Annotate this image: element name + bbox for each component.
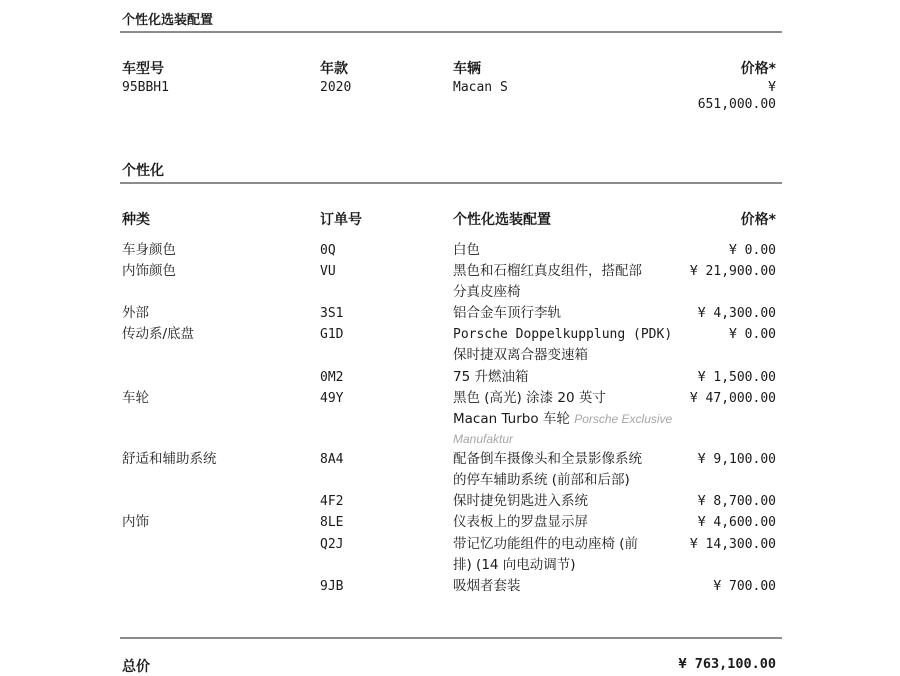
row-category: 传动系/底盘 <box>122 326 195 342</box>
total-label: 总价 <box>122 659 150 675</box>
row-price: ¥ 700.00 <box>713 579 776 594</box>
row-category: 内饰颜色 <box>122 263 176 279</box>
header-vehicle: 车辆 <box>453 61 481 77</box>
header-config: 个性化选装配置 <box>453 212 551 228</box>
row-price: ¥ 14,300.00 <box>689 537 776 552</box>
row-code: 0Q <box>320 243 336 258</box>
row-price: ¥ 47,000.00 <box>689 391 776 406</box>
row-desc: 保时捷免钥匙进入系统 <box>453 493 588 509</box>
vehicle-name-value: Macan S <box>453 80 508 95</box>
row-code: G1D <box>320 327 344 342</box>
row-desc: Porsche Doppelkupplung (PDK) <box>453 327 673 342</box>
row-price: ¥ 4,300.00 <box>697 306 776 321</box>
document-title: 个性化选装配置 <box>122 13 214 28</box>
row-code: 9JB <box>320 579 344 594</box>
row-desc: 铝合金车顶行李轨 <box>453 305 561 321</box>
section-divider <box>120 182 782 184</box>
header-option-price: 价格* <box>740 212 776 228</box>
total-value: ¥ 763,100.00 <box>678 656 776 672</box>
header-year: 年款 <box>320 61 348 77</box>
row-desc-line2: 分真皮座椅 <box>453 284 521 300</box>
row-category: 车轮 <box>122 390 149 406</box>
row-category: 车身颜色 <box>122 242 176 258</box>
row-price: ¥ 1,500.00 <box>697 370 776 385</box>
row-desc: 黑色和石榴红真皮组件，搭配部 <box>453 263 642 279</box>
row-price: ¥ 21,900.00 <box>689 264 776 279</box>
row-category: 内饰 <box>122 514 149 530</box>
row-desc-line2: 排) (14 向电动调节) <box>453 557 576 573</box>
row-desc-line2: 的停车辅助系统 (前部和后部) <box>453 472 630 488</box>
title-divider <box>120 31 782 33</box>
row-desc: 黑色 (高光) 涂漆 20 英寸 <box>453 390 606 406</box>
exclusive-label: Porsche Exclusive <box>574 412 673 426</box>
row-price: ¥ 4,600.00 <box>697 515 776 530</box>
row-desc: 白色 <box>453 242 480 258</box>
row-code: 4F2 <box>320 494 344 509</box>
model-no-value: 95BBH1 <box>122 80 169 95</box>
row-code: VU <box>320 264 336 279</box>
row-code: 3S1 <box>320 306 344 321</box>
row-code: 8A4 <box>320 452 344 467</box>
row-price: ¥ 0.00 <box>729 327 776 342</box>
row-price: ¥ 8,700.00 <box>697 494 776 509</box>
header-price: 价格* <box>740 61 776 77</box>
vehicle-price-value: 651,000.00 <box>697 97 776 112</box>
row-code: 0M2 <box>320 370 344 385</box>
header-model-no: 车型号 <box>122 61 164 77</box>
header-code: 订单号 <box>320 212 362 228</box>
row-desc-line2: 保时捷双离合器变速箱 <box>453 347 588 363</box>
row-code: Q2J <box>320 537 344 552</box>
row-code: 8LE <box>320 515 344 530</box>
row-desc-line2 <box>453 409 672 430</box>
row-code: 49Y <box>320 391 344 406</box>
header-category: 种类 <box>122 212 150 228</box>
row-price: ¥ 9,100.00 <box>697 452 776 467</box>
exclusive-label-line2: Manufaktur <box>453 432 514 446</box>
vehicle-price-symbol: ¥ <box>768 80 776 95</box>
row-desc: 吸烟者套装 <box>453 578 521 594</box>
total-divider <box>120 637 782 639</box>
row-desc: 带记忆功能组件的电动座椅 (前 <box>453 536 639 552</box>
row-desc: 配备倒车摄像头和全景影像系统 <box>453 451 642 467</box>
wheel-name: Macan Turbo 车轮 <box>453 411 570 427</box>
row-category: 外部 <box>122 305 149 321</box>
row-price: ¥ 0.00 <box>729 243 776 258</box>
row-desc: 75 升燃油箱 <box>453 369 529 385</box>
row-category: 舒适和辅助系统 <box>122 451 217 467</box>
row-desc: 仪表板上的罗盘显示屏 <box>453 514 588 530</box>
year-value: 2020 <box>320 80 352 95</box>
section-title: 个性化 <box>122 163 164 179</box>
